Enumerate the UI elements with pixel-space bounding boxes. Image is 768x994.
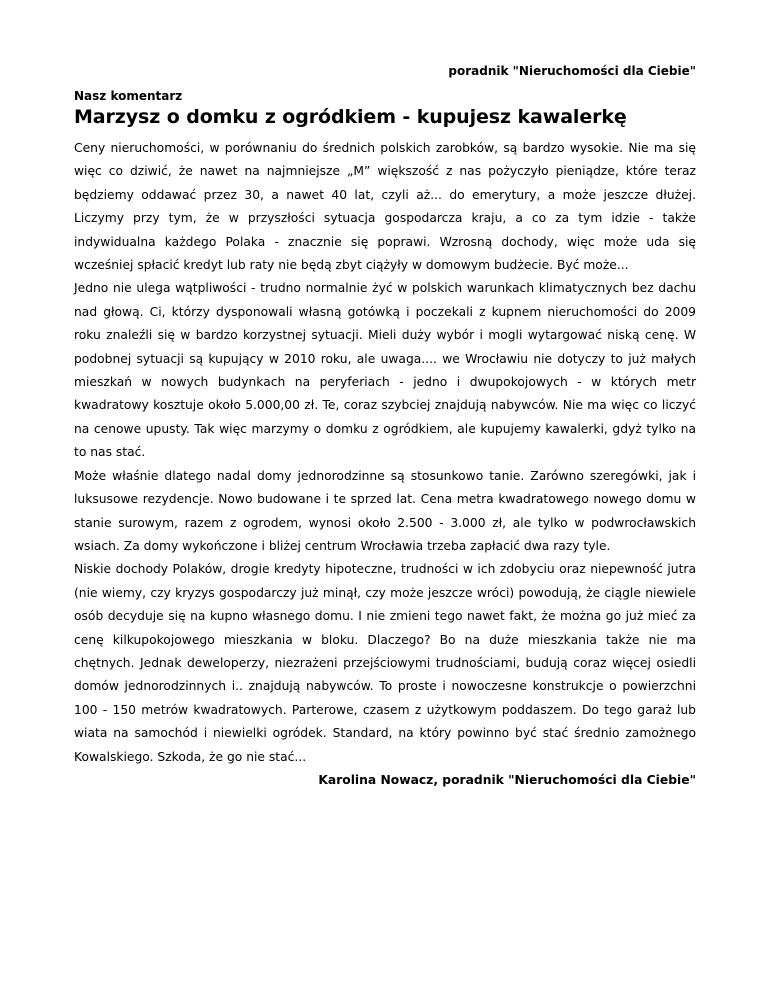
article-body <box>74 137 696 792</box>
paragraph: Niskie dochody Polaków, drogie kredyty hipoteczne, trudności w ich zdobyciu oraz niepewność jutra (nie wiemy, czy kryzys gospodarczy już minął, czy może jeszcze wróci) powodują, że ciągle niewiele osób decyduje się na kupno własnego domu. I nie zmieni tego nawet fakt, że można go już mieć za cenę kilkupokojowego mieszkania w bloku. Dlaczego? Bo na duże mieszkania także nie ma chętnych. Jednak deweloperzy, niezrażeni przejściowymi trudnościami, budują coraz więcej osiedli domów jednorodzinnych i.. znajdują nabywców. To proste i nowoczesne konstrukcje o powierzchni 100 - 150 metrów kwadratowych. Parterowe, czasem z użytkowym poddaszem. Do tego garaż lub wiata na samochód i niewielki ogródek. Standard, na który powinno być stać średnio zamożnego Kowalskiego. Szkoda, że go nie stać... <box>74 562 696 764</box>
section-label: Nasz komentarz <box>74 89 183 103</box>
paragraph: Ceny nieruchomości, w porównaniu do średnich polskich zarobków, są bardzo wysokie. Nie ma się więc co dziwić, że nawet na najmniejsze „M” większość z nas pożyczyło pieniądze, które teraz będziemy oddawać przez 30, a nawet 40 lat, czyli aż... do emerytury, a może jeszcze dłużej. Liczymy przy tym, że w przyszłości sytuacja gospodarcza kraju, a co za tym idzie - także indywidualna każdego Polaka - znacznie się poprawi. Wzrosną dochody, więc może uda się wcześniej spłacić kredyt lub raty nie będą zbyt ciążyły w domowym budżecie. Być może... <box>74 141 696 273</box>
article-title: Marzysz o domku z ogródkiem - kupujesz kawalerkę <box>74 106 627 128</box>
source-header: poradnik "Nieruchomości dla Ciebie" <box>448 64 696 78</box>
paragraph: Może właśnie dlatego nadal domy jednorodzinne są stosunkowo tanie. Zarówno szeregówki, jak i luksusowe rezydencje. Nowo budowane i te sprzed lat. Cena metra kwadratowego nowego domu w stanie surowym, razem z ogrodem, wynosi około 2.500 - 3.000 zł, ale tylko w podwrocławskich wsiach. Za domy wykończone i bliżej centrum Wrocławia trzeba zapłacić dwa razy tyle. <box>74 468 696 553</box>
paragraph: Jedno nie ulega wątpliwości - trudno normalnie żyć w polskich warunkach klimatycznych bez dachu nad głową. Ci, którzy dysponowali własną gotówką i poczekali z kupnem nieruchomości do 2009 roku znaleźli się w bardzo korzystnej sytuacji. Mieli duży wybór i mogli wytargować niską cenę. W podobnej sytuacji są kupujący w 2010 roku, ale uwaga.... we Wrocławiu nie dotyczy to już małych mieszkań w nowych budynkach na peryferiach - jedno i dwupokojowych - w których metr kwadratowy kosztuje około 5.000,00 zł. Te, coraz szybciej znajdują nabywców. Nie ma więc co liczyć na cenowe upusty. Tak więc marzymy o domku z ogródkiem, ale kupujemy kawalerki, gdyż tylko na to nas stać. <box>74 281 696 460</box>
author-signature: Karolina Nowacz, poradnik "Nieruchomości dla Ciebie" <box>318 772 696 787</box>
